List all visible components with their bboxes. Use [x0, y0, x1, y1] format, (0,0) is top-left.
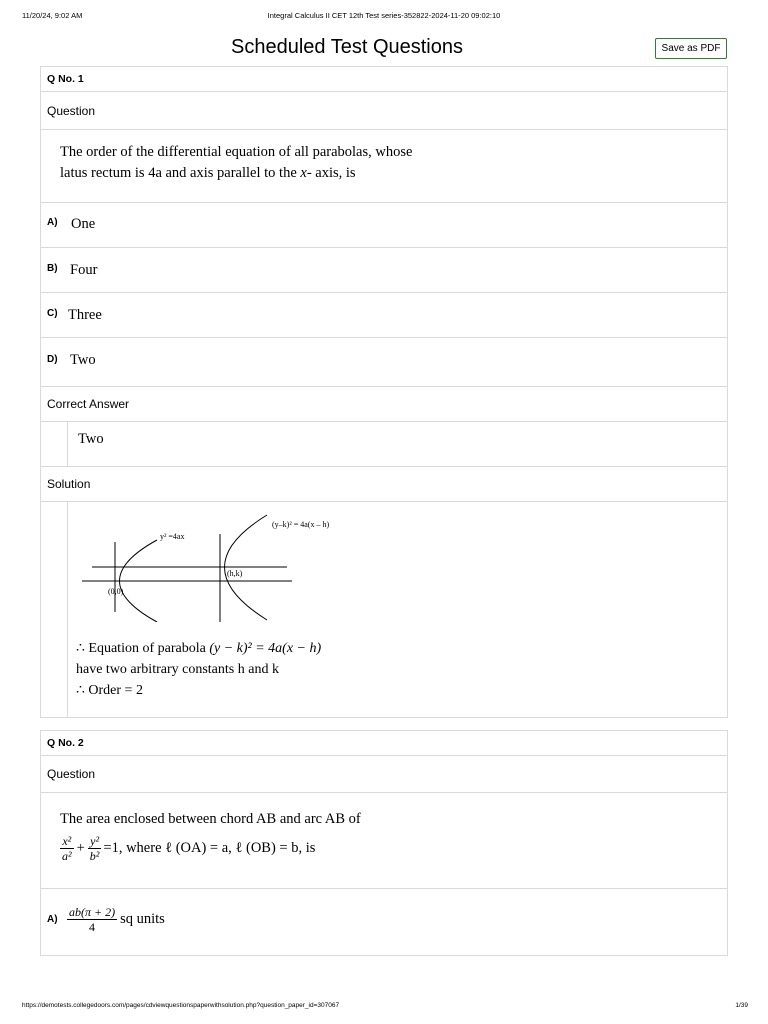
solution-box: [67, 502, 727, 717]
question-1-card: [40, 66, 728, 718]
option-d[interactable]: [41, 338, 727, 387]
question-label: Question: [47, 103, 96, 118]
page-title: Scheduled Test Questions: [230, 36, 463, 58]
question-text-line-1: The order of the differential equation of all parabolas, whose: [60, 144, 413, 160]
option-b[interactable]: [41, 248, 727, 293]
option-letter: D): [47, 354, 58, 365]
correct-answer-value: Two: [78, 431, 104, 447]
option-text: One: [71, 216, 96, 232]
question-text-line-1: The area enclosed between chord AB and arc AB of: [60, 811, 361, 827]
solution-row: [41, 502, 727, 717]
option-letter: B): [47, 263, 58, 274]
footer-page-number: 1/39: [735, 1002, 748, 1009]
print-doc-title: Integral Calculus II CET 12th Test series-352822-2024-11-20 09:02:10: [267, 11, 501, 20]
question-label-row: [41, 756, 727, 793]
solution-label-row: [41, 467, 727, 502]
question-text-row: [41, 130, 727, 203]
option-text: Four: [70, 262, 98, 278]
solution-line-2: have two arbitrary constants h and k: [76, 662, 279, 677]
footer-url: https://demotests.collegedoors.com/pages/cdviewquestionspaperwithsolution.php?question_paper_id=307067: [22, 1002, 340, 1009]
graph-label-right: (y–k)² = 4a(x – h): [272, 520, 330, 529]
option-text: $\frac{ab(\pi + 2)}{4}$ sq units: [69, 905, 165, 934]
question-text-line-2: latus rectum is 4a and axis parallel to the x- axis, is: [60, 165, 356, 181]
option-a[interactable]: [41, 889, 727, 955]
question-text-row: [41, 793, 727, 889]
solution-text: [76, 638, 321, 701]
option-letter: C): [47, 308, 58, 319]
correct-answer-box: [67, 422, 104, 466]
question-equation: $\frac{\text{x²}}{\text{a²}}$ + $\frac{\text{y²}}{\text{b²}}$ =1, where ℓ (OA) = a, ℓ (OB) = b, is: [62, 834, 316, 863]
question-number-row: [41, 731, 727, 756]
option-fraction: $\frac{ab(\pi + 2)}{4}$: [69, 905, 116, 934]
option-a[interactable]: [41, 203, 727, 248]
graph-label-origin: (0,0): [108, 587, 124, 596]
option-letter: A): [47, 914, 58, 925]
question-label-row: [41, 92, 727, 130]
print-timestamp: 11/20/24, 9:02 AM: [22, 11, 83, 20]
graph-label-left: y² =4ax: [160, 532, 185, 541]
option-letter: A): [47, 217, 58, 228]
question-2-card: [40, 730, 728, 956]
solution-line-1: ∴ Equation of parabola (y − k)² = 4a(x − h): [76, 641, 322, 656]
option-text: Three: [68, 307, 102, 323]
correct-answer-label: Correct Answer: [47, 397, 130, 411]
question-label: Question: [47, 767, 96, 781]
correct-answer-label-row: [41, 387, 727, 422]
question-number: Q No. 1: [47, 73, 84, 85]
question-number-row: [41, 67, 727, 92]
parabola-graph: [82, 512, 372, 622]
y-fraction: $\frac{\text{y²}}{\text{b²}}$: [89, 834, 100, 863]
question-text: [60, 142, 412, 184]
option-text: Two: [70, 352, 96, 368]
option-c[interactable]: [41, 293, 727, 338]
solution-label: Solution: [47, 477, 91, 491]
question-number: Q No. 2: [47, 737, 84, 749]
x-fraction: $\frac{\text{x²}}{\text{a²}}$: [62, 834, 72, 863]
correct-answer-row: [41, 422, 727, 467]
solution-line-3: ∴ Order = 2: [76, 683, 143, 698]
graph-label-vertex: (h,k): [227, 569, 243, 578]
save-as-pdf-button[interactable]: Save as PDF: [655, 38, 727, 59]
